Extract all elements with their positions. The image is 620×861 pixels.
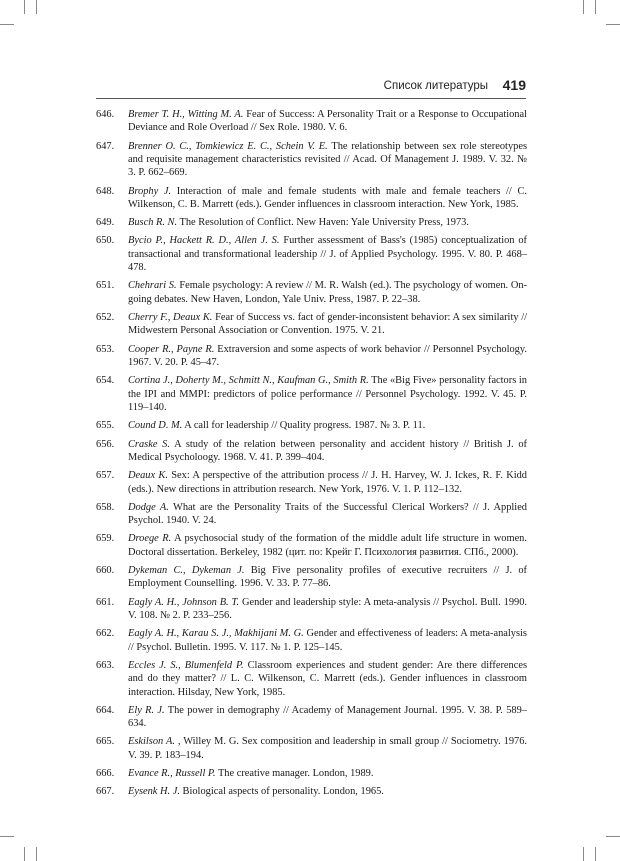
- crop-mark: [583, 847, 584, 861]
- crop-mark: [595, 0, 596, 14]
- reference-number: 646.: [96, 109, 115, 120]
- page-number: 419: [502, 77, 526, 93]
- reference-text: Classroom experiences and student gender: Are there differences and do they matter? // L. C. Wilkenson, C. Marrett (eds.). Gender influences in classroom interaction. Hilsday, New York, 1985.: [128, 659, 527, 698]
- reference-item: [96, 343, 527, 370]
- reference-item: [96, 735, 527, 762]
- reference-item: [96, 501, 527, 528]
- crop-mark: [583, 0, 584, 14]
- reference-item: [96, 704, 527, 731]
- reference-text: Gender and effectiveness of leaders: A meta-analysis // Psychol. Bulletin. 1995. V. 117. № 1. P. 125–145.: [128, 628, 527, 653]
- reference-text: A study of the relation between personality and accident history // British J. of Medical Psycholoogy. 1968. V. 41. P. 399–404.: [128, 438, 527, 463]
- reference-authors: Brenner O. C., Tomkiewicz E. C., Schein V. E.: [128, 140, 328, 152]
- reference-authors: Droege R.: [128, 533, 172, 545]
- reference-list: [96, 108, 527, 803]
- reference-text: Fear of Success vs. fact of gender-inconsistent behavior: A sex similarity // Midwestern Personal Association or Convention. 1975. V. 21.: [128, 312, 527, 337]
- reference-text: A psychosocial study of the formation of the middle adult life structure in women. Doctoral dissertation. Berkeley, 1982 (цит. по: Крейг Г. Психология развития. СПб., 2000).: [128, 533, 527, 558]
- reference-text: What are the Personality Traits of the Successful Clerical Workers? // J. Applied Psychol. 1940. V. 24.: [128, 501, 528, 527]
- reference-authors: Cound D. M.: [128, 420, 183, 432]
- crop-mark: [36, 847, 37, 861]
- reference-number: 649.: [96, 217, 115, 229]
- reference-text: Interaction of male and female students with male and female teachers // C. Wilkenson, C. B. Marrett (eds.). Gender influences in classroom interaction. New York, 1985.: [128, 185, 527, 211]
- running-header: [96, 76, 526, 99]
- reference-item: [96, 564, 527, 591]
- reference-authors: Cooper R., Payne R.: [128, 343, 215, 355]
- reference-text: Further assessment of Bass's (1985) conceptualization of transactional and transformational leadership // J. of Applied Psychology. 1995. V. 80. P. 468–478.: [128, 235, 527, 274]
- reference-item: [96, 108, 527, 135]
- reference-item: [96, 216, 527, 229]
- reference-authors: Bycio P., Hackett R. D., Allen J. S.: [128, 235, 280, 247]
- reference-number: 656.: [96, 438, 115, 450]
- reference-number: 654.: [96, 375, 115, 387]
- reference-number: 653.: [96, 343, 115, 355]
- reference-number: 647.: [96, 140, 115, 152]
- reference-text: The relationship between sex role stereotypes and requisite management characteristics revisited // Acad. Of Management J. 1989. V. 32. № 3. P. 662–669.: [128, 140, 527, 179]
- reference-text: Gender and leadership style: A meta-analysis // Psychol. Bull. 1990. V. 108. № 2. P. 233–256.: [128, 596, 527, 621]
- reference-authors: Brophy J.: [128, 185, 172, 197]
- reference-authors: Dodge A.: [128, 501, 169, 513]
- reference-authors: Eysenk H. J.: [128, 786, 180, 798]
- reference-authors: Craske S.: [128, 438, 170, 450]
- reference-item: [96, 659, 527, 699]
- reference-authors: Dykeman C., Dykeman J.: [128, 564, 245, 576]
- reference-item: [96, 279, 527, 306]
- reference-text: Fear of Success: A Personality Trait or a Response to Occupational Deviance and Role Overload // Sex Role. 1980. V. 6.: [128, 109, 527, 134]
- reference-text: , Willey M. G. Sex composition and leadership in small group // Sociometry. 1976. V. 39. P. 183–194.: [128, 736, 528, 761]
- reference-number: 662.: [96, 628, 115, 640]
- crop-mark: [36, 0, 37, 14]
- crop-mark: [606, 836, 620, 837]
- crop-mark: [0, 24, 14, 25]
- reference-item: [96, 596, 527, 623]
- reference-text: The Resolution of Conflict. New Haven: Yale University Press, 1973.: [179, 217, 469, 229]
- reference-item: [96, 311, 527, 338]
- reference-text: Extraversion and some aspects of work behavior // Personnel Psychology. 1967. V. 20. P. 45–47.: [128, 343, 527, 369]
- section-title: Список литературы: [383, 80, 488, 92]
- crop-mark: [606, 24, 620, 25]
- reference-text: Sex: A perspective of the attribution process // J. H. Harvey, W. J. Ickes, R. F. Kidd (eds.). New directions in attribution research. New York, 1976. V. 1. P. 112–132.: [128, 470, 528, 495]
- reference-authors: Ely R. J.: [128, 704, 165, 716]
- crop-mark: [24, 847, 25, 861]
- reference-item: [96, 140, 527, 180]
- reference-authors: Cortina J., Doherty M., Schmitt N., Kaufman G., Smith R.: [128, 375, 369, 387]
- reference-number: 657.: [96, 470, 115, 482]
- reference-text: Biological aspects of personality. London, 1965.: [182, 786, 384, 798]
- reference-number: 651.: [96, 280, 115, 292]
- reference-authors: Eagly A. H., Johnson B. T.: [128, 596, 240, 608]
- reference-authors: Cherry F., Deaux K.: [128, 312, 213, 324]
- reference-number: 661.: [96, 596, 115, 608]
- reference-authors: Bremer T. H., Witting M. A.: [128, 109, 244, 120]
- reference-text: The «Big Five» personality factors in the IPI and MMPI: predictors of police performance // Personnel Psychology. 1992. V. 45. P. 119–140.: [128, 375, 527, 414]
- reference-text: The power in demography // Academy of Management Journal. 1995. V. 38. P. 589–634.: [128, 704, 527, 730]
- reference-authors: Eagly A. H., Karau S. J., Makhijani M. G.: [128, 628, 304, 640]
- reference-item: [96, 785, 527, 798]
- reference-number: 660.: [96, 564, 115, 576]
- reference-number: 655.: [96, 420, 115, 432]
- reference-number: 652.: [96, 312, 115, 324]
- reference-number: 667.: [96, 786, 115, 798]
- reference-number: 663.: [96, 659, 115, 671]
- reference-text: A call for leadership // Quality progress. 1987. № 3. P. 11.: [184, 420, 426, 432]
- reference-item: [96, 185, 527, 212]
- reference-item: [96, 374, 527, 414]
- reference-item: [96, 532, 527, 559]
- reference-number: 659.: [96, 533, 115, 545]
- reference-text: Big Five personality profiles of executive recruiters // J. of Employment Counselling. 1996. V. 33. P. 77–86.: [128, 564, 527, 590]
- reference-number: 648.: [96, 185, 115, 197]
- reference-authors: Chehrari S.: [128, 280, 177, 292]
- reference-authors: Eccles J. S., Blumenfeld P.: [128, 659, 244, 671]
- reference-item: [96, 234, 527, 274]
- reference-text: The creative manager. London, 1989.: [217, 768, 374, 779]
- reference-item: [96, 767, 527, 780]
- reference-authors: Evance R., Russell P.: [128, 768, 216, 779]
- crop-mark: [595, 847, 596, 861]
- reference-number: 650.: [96, 235, 115, 247]
- crop-mark: [0, 836, 14, 837]
- crop-mark: [24, 0, 25, 14]
- reference-item: [96, 419, 527, 432]
- reference-authors: Deaux K.: [128, 470, 168, 482]
- reference-text: Female psychology: A review // M. R. Walsh (ed.). The psychology of women. On-going debates. New Haven, London, Yale Univ. Press, 1987. P. 22–38.: [128, 280, 527, 305]
- reference-authors: Busch R. N.: [128, 217, 178, 229]
- reference-number: 665.: [96, 736, 115, 748]
- reference-item: [96, 469, 527, 496]
- reference-number: 664.: [96, 704, 115, 716]
- reference-item: [96, 438, 527, 465]
- reference-number: 658.: [96, 501, 115, 513]
- reference-authors: Eskilson A.: [128, 736, 175, 748]
- reference-number: 666.: [96, 768, 115, 779]
- reference-item: [96, 627, 527, 654]
